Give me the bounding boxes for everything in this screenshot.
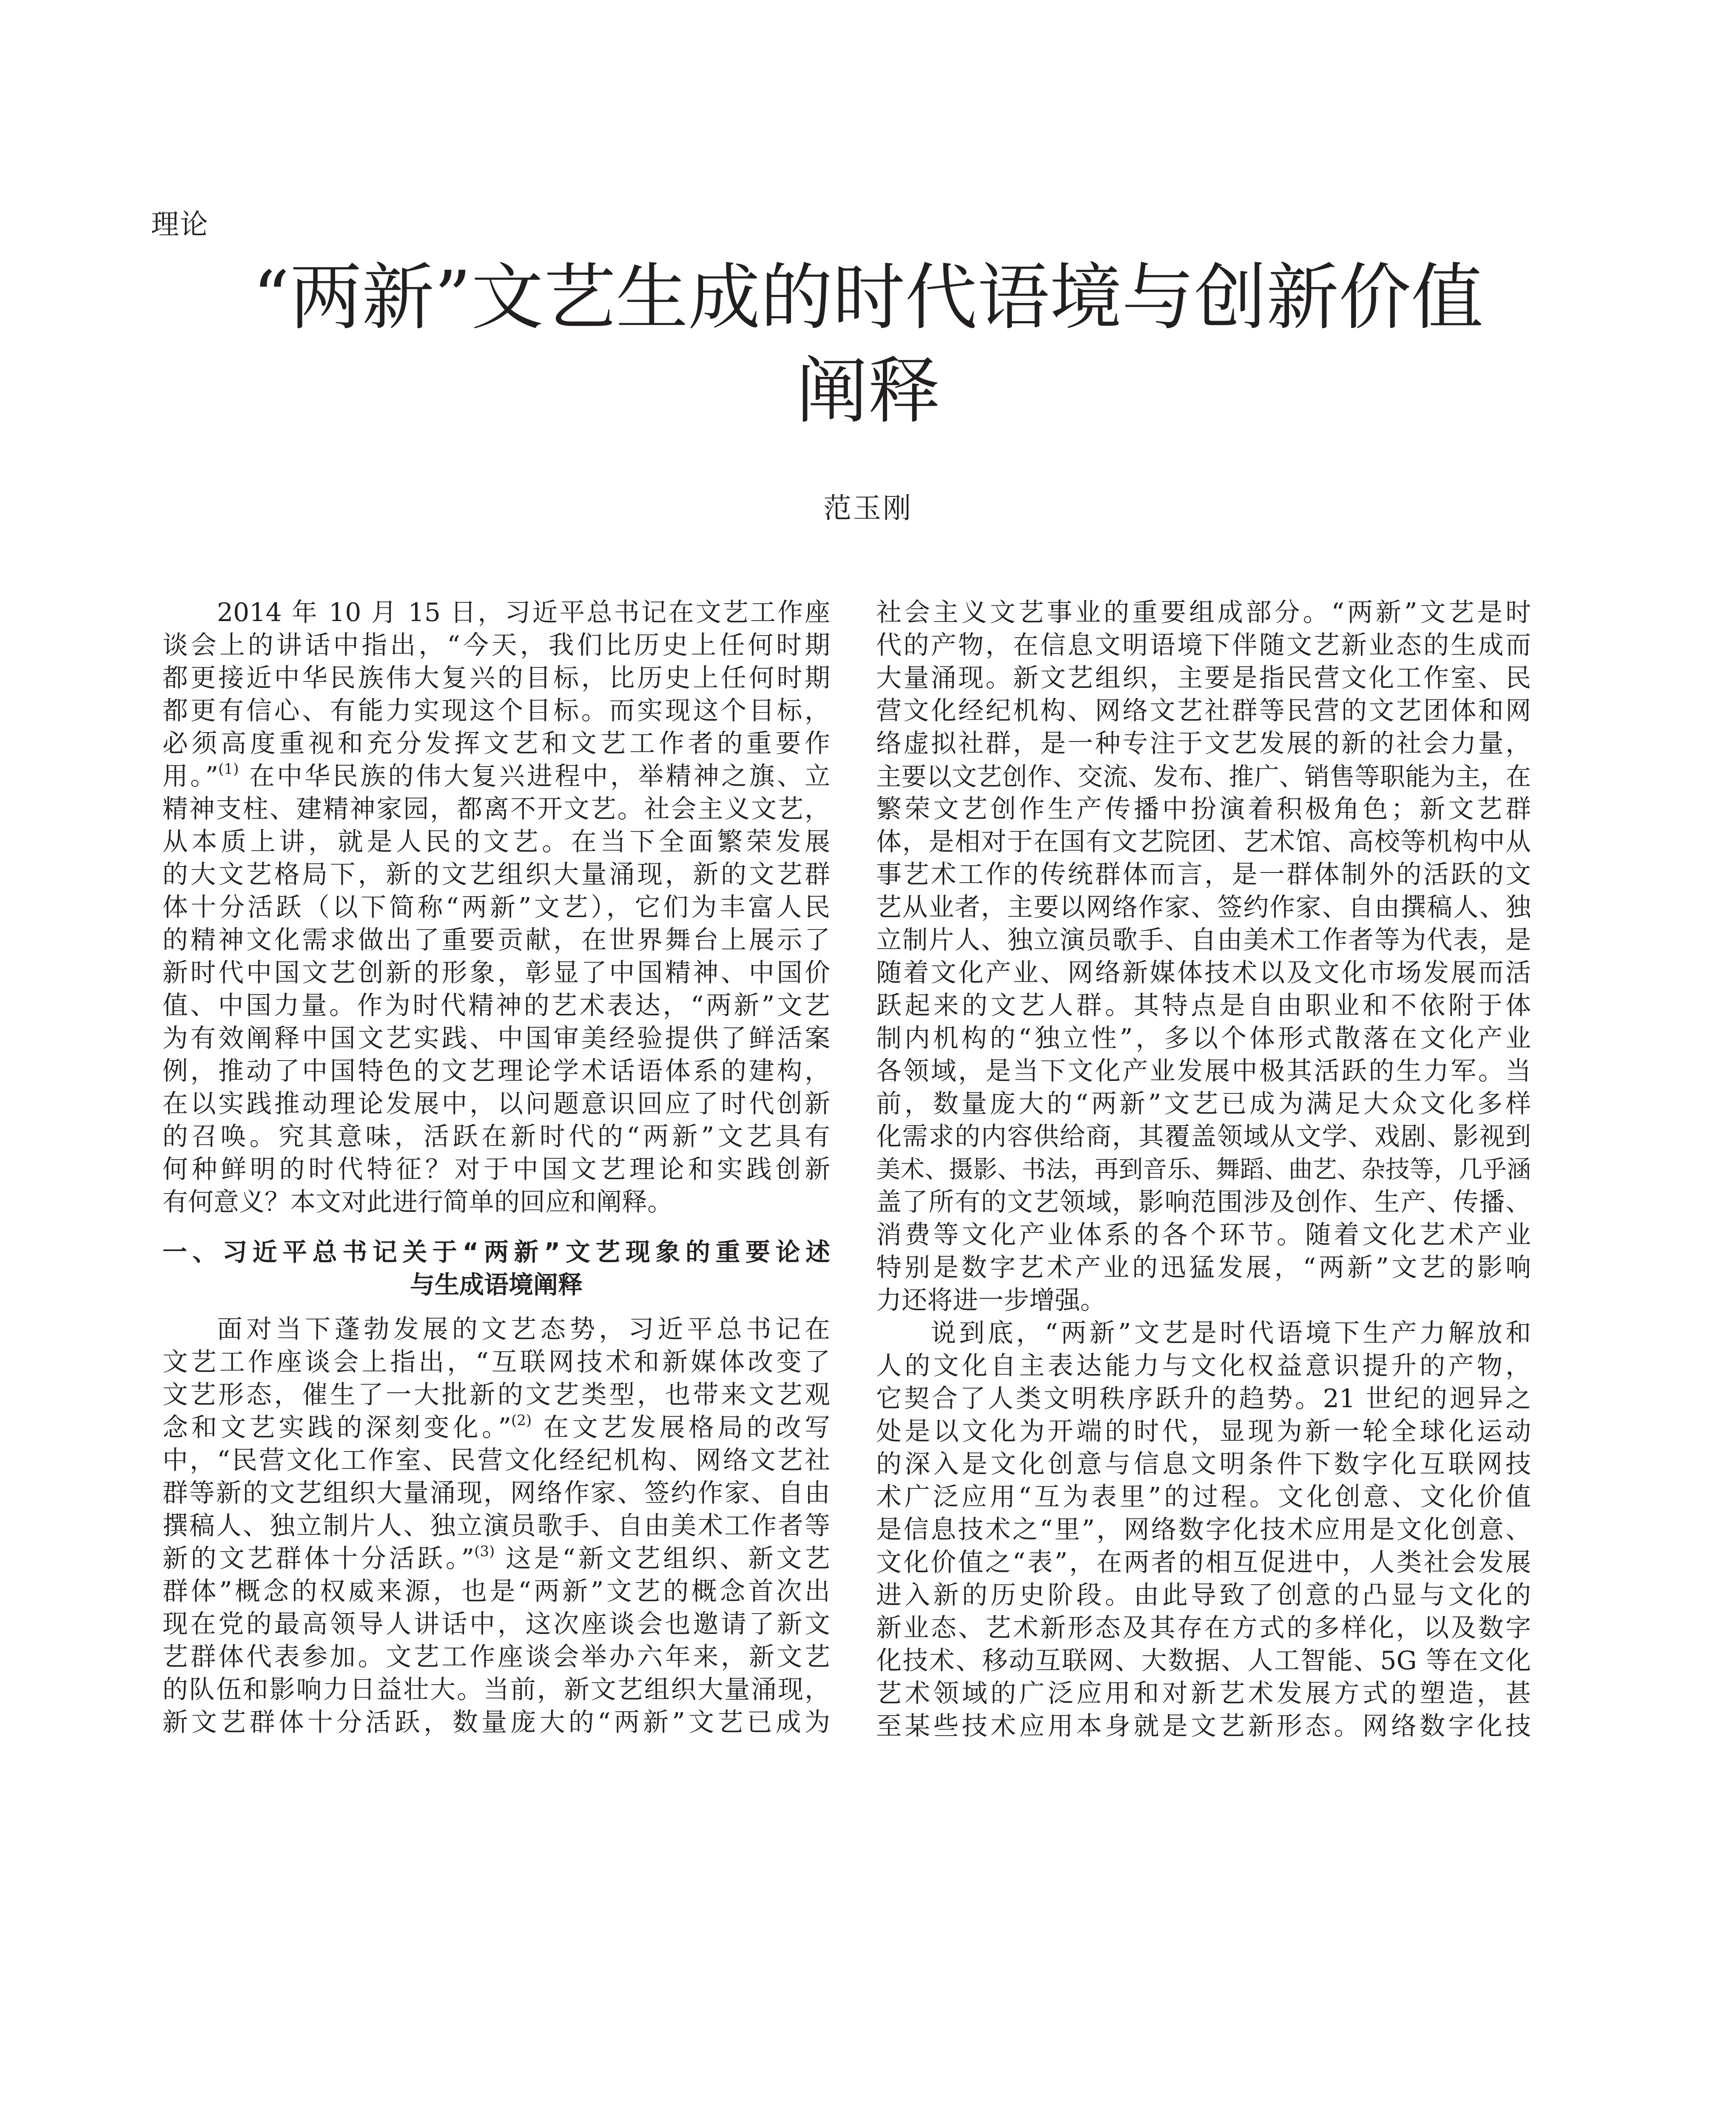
body-line: 繁荣文艺创作生产传播中扮演着积极角色；新文艺群: [876, 794, 1531, 824]
body-line: 制内机构的“独立性”，多以个体形式散落在文化产业: [876, 1024, 1531, 1053]
body-line: 新文艺群体十分活跃，数量庞大的“两新”文艺已成为: [162, 1708, 830, 1737]
body-text: 在中华民族的伟大复兴进程中，举精神之旗、立: [249, 761, 830, 791]
body-line: 的队伍和影响力日益壮大。当前，新文艺组织大量涌现，: [162, 1675, 830, 1705]
body-line: 术广泛应用“互为表里”的过程。文化创意、文化价值: [876, 1482, 1531, 1512]
body-line: 大量涌现。新文艺组织，主要是指民营文化工作室、民: [876, 663, 1531, 693]
body-line: 事艺术工作的传统群体而言，是一群体制外的活跃的文: [876, 860, 1531, 890]
body-line: 的深入是文化创意与信息文明条件下数字化互联网技: [876, 1449, 1531, 1479]
body-line: 艺从业者，主要以网络作家、签约作家、自由撰稿人、独: [876, 892, 1531, 922]
body-line: 各领域，是当下文化产业发展中极其活跃的生力军。当: [876, 1056, 1531, 1086]
body-line: 前，数量庞大的“两新”文艺已成为满足大众文化多样: [876, 1089, 1531, 1119]
body-line: 体，是相对于在国有文艺院团、艺术馆、高校等机构中从: [876, 827, 1531, 857]
body-line: 的精神文化需求做出了重要贡献，在世界舞台上展示了: [162, 925, 830, 955]
body-line: 立制片人、独立演员歌手、自由美术工作者等为代表，是: [876, 925, 1531, 955]
body-line: 群等新的文艺组织大量涌现，网络作家、签约作家、自由: [162, 1478, 830, 1508]
body-line: 随着文化产业、网络新媒体技术以及文化市场发展而活: [876, 958, 1531, 988]
right-column: [876, 596, 1531, 1743]
article-title-line-2: 阐释: [795, 349, 940, 433]
body-line: 的召唤。究其意味，活跃在新时代的“两新”文艺具有: [162, 1122, 830, 1152]
body-line: 例，推动了中国特色的文艺理论学术话语体系的建构，: [162, 1056, 830, 1086]
body-line: 化需求的内容供给商，其覆盖领域从文学、戏剧、影视到: [876, 1122, 1531, 1152]
quote-end: 念和文艺实践的深刻变化。”: [162, 1413, 511, 1443]
body-line: 文化价值之“表”，在两者的相互促进中，人类社会发展: [876, 1548, 1531, 1577]
body-line: 艺群体代表参加。文艺工作座谈会举办六年来，新文艺: [162, 1642, 830, 1672]
body-line-with-footnote: [162, 1411, 830, 1444]
body-line-with-footnote: [162, 1543, 830, 1575]
body-text: 在文艺发展格局的改写: [543, 1413, 830, 1443]
article-title-line-1: “两新”文艺生成的时代语境与创新价值: [253, 256, 1483, 340]
quote-end: 新的文艺群体十分活跃。”: [162, 1544, 475, 1574]
section-label: 理论: [151, 208, 209, 241]
body-line: 文艺形态，催生了一大批新的文艺类型，也带来文艺观: [162, 1380, 830, 1410]
body-line: 2014 年 10 月 15 日，习近平总书记在文艺工作座: [217, 598, 830, 627]
body-line: 至某些技术应用本身就是文艺新形态。网络数字化技: [876, 1711, 1531, 1741]
body-line: 现在党的最高领导人讲话中，这次座谈会也邀请了新文: [162, 1609, 830, 1639]
body-line: 群体”概念的权威来源，也是“两新”文艺的概念首次出: [162, 1577, 830, 1606]
body-line: 进入新的历史阶段。由此导致了创意的凸显与文化的: [876, 1580, 1531, 1610]
footnote-ref-1[interactable]: (1): [218, 761, 239, 778]
body-line: 人的文化自主表达能力与文化权益意识提升的产物，: [876, 1351, 1531, 1381]
body-line: 说到底，“两新”文艺是时代语境下生产力解放和: [931, 1318, 1531, 1348]
body-line: 跃起来的文艺人群。其特点是自由职业和不依附于体: [876, 991, 1531, 1021]
body-line: 艺术领域的广泛应用和对新艺术发展方式的塑造，甚: [876, 1679, 1531, 1708]
body-line: 在以实践推动理论发展中，以问题意识回应了时代创新: [162, 1089, 830, 1119]
spacer: [162, 1301, 830, 1313]
quote-end: 用。”: [162, 761, 219, 791]
body-line: 都更有信心、有能力实现这个目标。而实现这个目标，: [162, 696, 830, 726]
body-text: 这是“新文艺组织、新文艺: [505, 1544, 830, 1574]
body-line: 社会主义文艺事业的重要组成部分。“两新”文艺是时: [876, 598, 1531, 627]
body-line: 何种鲜明的时代特征？对于中国文艺理论和实践创新: [162, 1155, 830, 1184]
left-column: [162, 596, 830, 1739]
body-line: 美术、摄影、书法，再到音乐、舞蹈、曲艺、杂技等，几乎涵: [876, 1155, 1531, 1183]
spacer: [162, 1219, 830, 1236]
body-line: 必须高度重视和充分发挥文艺和文艺工作者的重要作: [162, 729, 830, 758]
body-line: 主要以文艺创作、交流、发布、推广、销售等职能为主，在: [876, 762, 1531, 791]
body-line: 处是以文化为开端的时代，显现为新一轮全球化运动: [876, 1417, 1531, 1446]
body-line: 化技术、移动互联网、大数据、人工智能、5G 等在文化: [876, 1646, 1531, 1676]
body-line: 特别是数字艺术产业的迅猛发展，“两新”文艺的影响: [876, 1253, 1531, 1283]
body-line: 从本质上讲，就是人民的文艺。在当下全面繁荣发展: [162, 827, 830, 857]
body-line: 新时代中国文艺创新的形象，彰显了中国精神、中国价: [162, 958, 830, 988]
footnote-ref-3[interactable]: (3): [474, 1543, 495, 1560]
body-line: 为有效阐释中国文艺实践、中国审美经验提供了鲜活案: [162, 1024, 830, 1053]
body-line-with-footnote: [162, 760, 830, 793]
body-line: 精神支柱、建精神家园，都离不开文艺。社会主义文艺，: [162, 794, 830, 824]
body-line: 它契合了人类文明秩序跃升的趋势。21 世纪的迥异之: [876, 1384, 1531, 1414]
body-line: 盖了所有的文艺领域，影响范围涉及创作、生产、传播、: [876, 1187, 1531, 1217]
body-line: 值、中国力量。作为时代精神的艺术表达，“两新”文艺: [162, 991, 830, 1021]
body-line: 中，“民营文化工作室、民营文化经纪机构、网络文艺社: [162, 1446, 830, 1475]
body-line: 营文化经纪机构、网络文艺社群等民营的文艺团体和网: [876, 696, 1531, 726]
body-line: 撰稿人、独立制片人、独立演员歌手、自由美术工作者等: [162, 1511, 830, 1541]
body-line: 络虚拟社群，是一种专注于文艺发展的新的社会力量，: [876, 729, 1531, 758]
body-line: 面对当下蓬勃发展的文艺态势，习近平总书记在: [217, 1314, 830, 1344]
footnote-ref-2[interactable]: (2): [511, 1412, 532, 1429]
body-line: 体十分活跃（以下简称“两新”文艺），它们为丰富人民: [162, 892, 830, 922]
body-line: 力还将进一步增强。: [876, 1286, 1106, 1315]
author-name: 范玉刚: [823, 492, 913, 525]
body-line: 消费等文化产业体系的各个环节。随着文化艺术产业: [876, 1220, 1531, 1250]
body-line: 文艺工作座谈会上指出，“互联网技术和新媒体改变了: [162, 1347, 830, 1377]
section-heading-line-2: 与生成语境阐释: [410, 1270, 583, 1299]
body-line: 有何意义？本文对此进行简单的回应和阐释。: [162, 1187, 673, 1217]
body-line: 代的产物，在信息文明语境下伴随文艺新业态的生成而: [876, 630, 1531, 660]
body-line: 新业态、艺术新形态及其存在方式的多样化，以及数字: [876, 1613, 1531, 1643]
body-line: 是信息技术之“里”，网络数字化技术应用是文化创意、: [876, 1515, 1531, 1545]
body-line: 都更接近中华民族伟大复兴的目标，比历史上任何时期: [162, 663, 830, 693]
body-line: 的大文艺格局下，新的文艺组织大量涌现，新的文艺群: [162, 860, 830, 890]
section-heading-line-1: 一、习近平总书记关于“两新”文艺现象的重要论述: [162, 1237, 830, 1266]
body-line: 谈会上的讲话中指出，“今天，我们比历史上任何时期: [162, 630, 830, 660]
